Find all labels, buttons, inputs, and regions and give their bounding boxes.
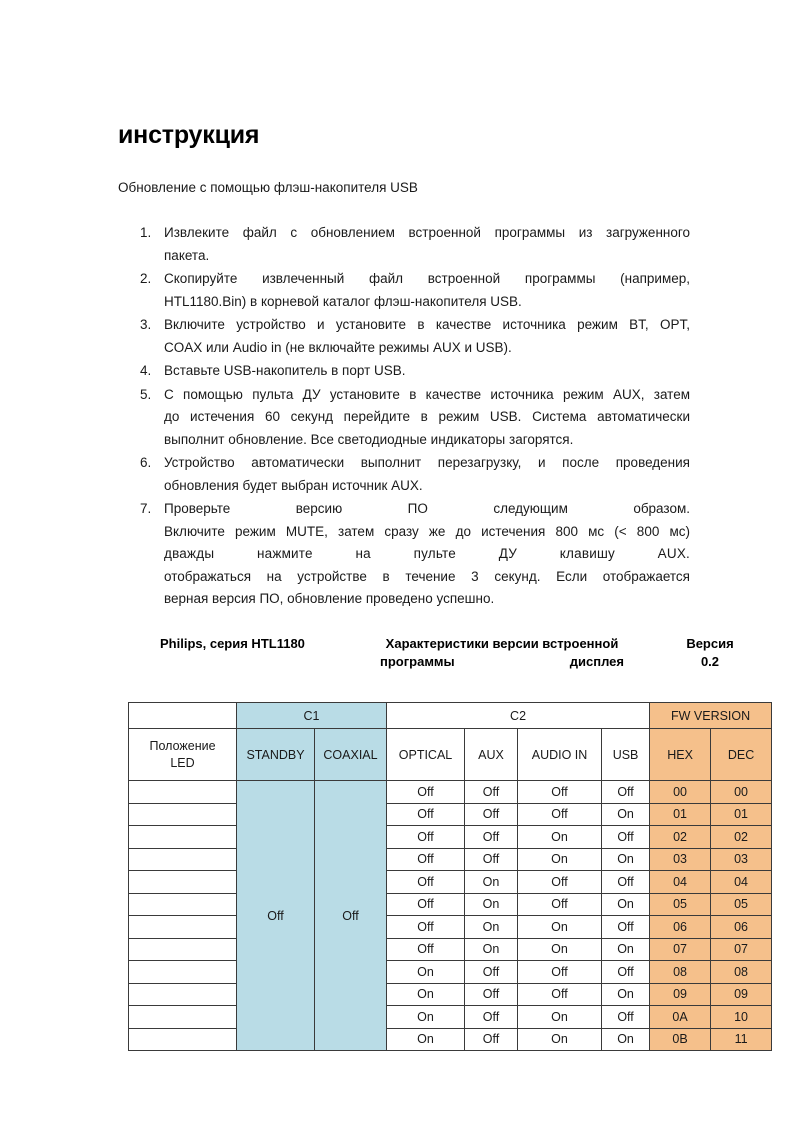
cell-usb: Off bbox=[602, 1006, 650, 1029]
table-row bbox=[129, 1028, 772, 1051]
step-text-line: Устройство автоматически выполнит перезагрузку, и после проведения bbox=[164, 455, 690, 470]
step-number: 2. bbox=[140, 271, 152, 286]
table-row bbox=[129, 983, 772, 1006]
cell-optical: Off bbox=[387, 781, 465, 804]
caption-version-label: Версия bbox=[686, 636, 734, 651]
cell-hex: 05 bbox=[650, 893, 711, 916]
table-row bbox=[129, 871, 772, 894]
table-row bbox=[129, 938, 772, 961]
cell-hex: 0B bbox=[650, 1028, 711, 1051]
cell-hex: 06 bbox=[650, 916, 711, 939]
caption-product: Philips, серия HTL1180 bbox=[160, 636, 305, 651]
cell-led-position bbox=[129, 803, 237, 826]
cell-hex: 08 bbox=[650, 961, 711, 984]
cell-usb: Off bbox=[602, 961, 650, 984]
step-text-line: Проверьте версию ПО следующим образом. bbox=[164, 501, 690, 516]
group-header-c2: C2 bbox=[387, 703, 650, 729]
cell-usb: Off bbox=[602, 871, 650, 894]
step-text-line: дважды нажмите на пульте ДУ клавишу AUX. bbox=[164, 546, 690, 561]
cell-aux: Off bbox=[465, 848, 518, 871]
cell-aux: On bbox=[465, 871, 518, 894]
cell-optical: On bbox=[387, 1028, 465, 1051]
cell-led-position bbox=[129, 826, 237, 849]
cell-optical: Off bbox=[387, 916, 465, 939]
cell-aux: On bbox=[465, 916, 518, 939]
cell-usb: Off bbox=[602, 916, 650, 939]
table-row bbox=[129, 916, 772, 939]
cell-led-position bbox=[129, 916, 237, 939]
cell-standby-merged: Off bbox=[237, 781, 315, 1051]
cell-dec: 00 bbox=[711, 781, 772, 804]
cell-audio-in: On bbox=[518, 848, 602, 871]
table-row bbox=[129, 803, 772, 826]
cell-led-position bbox=[129, 893, 237, 916]
fw-version-table bbox=[128, 702, 772, 1051]
column-header-usb: USB bbox=[602, 729, 650, 781]
cell-optical: Off bbox=[387, 871, 465, 894]
step-text-line: отображаться на устройстве в течение 3 секунд. Если отображается bbox=[164, 568, 690, 584]
cell-audio-in: Off bbox=[518, 893, 602, 916]
cell-dec: 02 bbox=[711, 826, 772, 849]
cell-led-position bbox=[129, 1006, 237, 1029]
step-text bbox=[164, 452, 690, 497]
instruction-step bbox=[118, 498, 690, 611]
cell-aux: Off bbox=[465, 803, 518, 826]
group-header-fw-version: FW VERSION bbox=[650, 703, 772, 729]
cell-audio-in: On bbox=[518, 826, 602, 849]
cell-optical: Off bbox=[387, 803, 465, 826]
step-text-line: верная версия ПО, обновление проведено успешно. bbox=[164, 591, 495, 606]
step-text bbox=[164, 268, 690, 313]
cell-dec: 10 bbox=[711, 1006, 772, 1029]
cell-audio-in: Off bbox=[518, 961, 602, 984]
column-header-standby: STANDBY bbox=[237, 729, 315, 781]
column-header-audio-in: AUDIO IN bbox=[518, 729, 602, 781]
group-header-empty bbox=[129, 703, 237, 729]
cell-audio-in: On bbox=[518, 916, 602, 939]
cell-dec: 01 bbox=[711, 803, 772, 826]
cell-aux: Off bbox=[465, 781, 518, 804]
step-text-line: выполнит обновление. Все светодиодные индикаторы загорятся. bbox=[164, 431, 574, 447]
table-group-header-row bbox=[129, 703, 772, 729]
table-row bbox=[129, 961, 772, 984]
cell-audio-in: Off bbox=[518, 871, 602, 894]
cell-audio-in: Off bbox=[518, 983, 602, 1006]
cell-usb: On bbox=[602, 803, 650, 826]
cell-dec: 08 bbox=[711, 961, 772, 984]
fw-version-table-wrapper bbox=[128, 702, 771, 1051]
caption-title-line1: Характеристики версии встроенной bbox=[385, 636, 619, 651]
cell-aux: Off bbox=[465, 983, 518, 1006]
cell-optical: Off bbox=[387, 893, 465, 916]
cell-dec: 03 bbox=[711, 848, 772, 871]
cell-hex: 03 bbox=[650, 848, 711, 871]
cell-audio-in: On bbox=[518, 938, 602, 961]
step-text-line: до истечения 60 секунд перейдите в режим USB. Система автоматически bbox=[164, 409, 690, 424]
cell-coaxial-merged: Off bbox=[315, 781, 387, 1051]
caption-title-line2: программы дисплея bbox=[380, 654, 624, 669]
cell-optical: On bbox=[387, 983, 465, 1006]
cell-optical: Off bbox=[387, 938, 465, 961]
cell-aux: Off bbox=[465, 826, 518, 849]
step-number: 4. bbox=[140, 363, 152, 378]
page-title: инструкция bbox=[118, 120, 260, 149]
step-text-line: пакета. bbox=[164, 247, 210, 263]
table-caption bbox=[128, 636, 772, 682]
step-text-line: Скопируйте извлеченный файл встроенной программы (например, bbox=[164, 271, 690, 286]
cell-usb: On bbox=[602, 893, 650, 916]
cell-optical: On bbox=[387, 1006, 465, 1029]
cell-hex: 0A bbox=[650, 1006, 711, 1029]
cell-aux: On bbox=[465, 893, 518, 916]
cell-dec: 09 bbox=[711, 983, 772, 1006]
instruction-step bbox=[118, 268, 690, 313]
step-number: 6. bbox=[140, 455, 152, 470]
column-header-dec: DEC bbox=[711, 729, 772, 781]
cell-dec: 11 bbox=[711, 1028, 772, 1051]
step-text bbox=[164, 498, 690, 611]
step-text-line: COAX или Audio in (не включайте режимы AUX и USB). bbox=[164, 339, 512, 355]
instruction-step bbox=[118, 384, 690, 452]
cell-usb: Off bbox=[602, 826, 650, 849]
cell-usb: On bbox=[602, 848, 650, 871]
step-text-line: обновления будет выбран источник AUX. bbox=[164, 477, 423, 493]
step-text-line: HTL1180.Bin) в корневой каталог флэш-накопителя USB. bbox=[164, 293, 522, 309]
step-text bbox=[164, 360, 690, 383]
cell-audio-in: Off bbox=[518, 803, 602, 826]
column-header-coaxial: COAXIAL bbox=[315, 729, 387, 781]
fw-version-table-body bbox=[129, 703, 772, 1051]
cell-usb: Off bbox=[602, 781, 650, 804]
cell-led-position bbox=[129, 1028, 237, 1051]
cell-optical: On bbox=[387, 961, 465, 984]
cell-usb: On bbox=[602, 1028, 650, 1051]
cell-aux: Off bbox=[465, 1006, 518, 1029]
step-number: 5. bbox=[140, 386, 152, 402]
step-text bbox=[164, 384, 690, 452]
table-row bbox=[129, 1006, 772, 1029]
instruction-step bbox=[118, 314, 690, 359]
column-header-hex: HEX bbox=[650, 729, 711, 781]
table-row bbox=[129, 848, 772, 871]
cell-aux: On bbox=[465, 938, 518, 961]
table-row bbox=[129, 826, 772, 849]
cell-hex: 00 bbox=[650, 781, 711, 804]
instruction-step bbox=[118, 452, 690, 497]
instruction-step bbox=[118, 360, 690, 383]
column-header-led-line2: LED bbox=[170, 755, 195, 770]
cell-aux: Off bbox=[465, 1028, 518, 1051]
intro-paragraph: Обновление с помощью флэш-накопителя USB bbox=[118, 180, 418, 195]
caption-version-number: 0.2 bbox=[700, 654, 720, 669]
table-row bbox=[129, 781, 772, 804]
caption-title bbox=[368, 636, 636, 669]
step-text-line: Включите режим MUTE, затем сразу же до истечения 800 мс (< 800 мс) bbox=[164, 523, 690, 539]
cell-hex: 02 bbox=[650, 826, 711, 849]
instruction-step bbox=[118, 222, 690, 267]
instruction-steps-list bbox=[118, 222, 690, 612]
cell-hex: 04 bbox=[650, 871, 711, 894]
step-number: 1. bbox=[140, 225, 152, 240]
cell-dec: 06 bbox=[711, 916, 772, 939]
cell-dec: 07 bbox=[711, 938, 772, 961]
cell-hex: 09 bbox=[650, 983, 711, 1006]
step-text-line: Извлеките файл с обновлением встроенной программы из загруженного bbox=[164, 225, 690, 240]
cell-usb: On bbox=[602, 938, 650, 961]
cell-audio-in: Off bbox=[518, 781, 602, 804]
cell-dec: 04 bbox=[711, 871, 772, 894]
cell-hex: 01 bbox=[650, 803, 711, 826]
cell-aux: Off bbox=[465, 961, 518, 984]
cell-dec: 05 bbox=[711, 893, 772, 916]
cell-led-position bbox=[129, 983, 237, 1006]
cell-led-position bbox=[129, 781, 237, 804]
cell-optical: Off bbox=[387, 848, 465, 871]
step-text-line: Включите устройство и установите в качестве источника режим BT, OPT, bbox=[164, 317, 690, 332]
step-text bbox=[164, 222, 690, 267]
step-text-line: С помощью пульта ДУ установите в качестве источника режим AUX, затем bbox=[164, 386, 690, 402]
step-number: 3. bbox=[140, 317, 152, 332]
group-header-c1: C1 bbox=[237, 703, 387, 729]
cell-led-position bbox=[129, 938, 237, 961]
column-header-led-line1: Положение bbox=[149, 738, 216, 753]
cell-audio-in: On bbox=[518, 1028, 602, 1051]
column-header-aux: AUX bbox=[465, 729, 518, 781]
cell-led-position bbox=[129, 848, 237, 871]
cell-usb: On bbox=[602, 983, 650, 1006]
column-header-led bbox=[129, 729, 237, 781]
cell-led-position bbox=[129, 871, 237, 894]
cell-hex: 07 bbox=[650, 938, 711, 961]
cell-audio-in: On bbox=[518, 1006, 602, 1029]
step-text-line: Вставьте USB-накопитель в порт USB. bbox=[164, 363, 406, 378]
step-number: 7. bbox=[140, 501, 152, 516]
step-text bbox=[164, 314, 690, 359]
cell-led-position bbox=[129, 961, 237, 984]
table-row bbox=[129, 893, 772, 916]
caption-version bbox=[648, 636, 772, 669]
column-header-optical: OPTICAL bbox=[387, 729, 465, 781]
table-column-header-row bbox=[129, 729, 772, 781]
cell-optical: Off bbox=[387, 826, 465, 849]
